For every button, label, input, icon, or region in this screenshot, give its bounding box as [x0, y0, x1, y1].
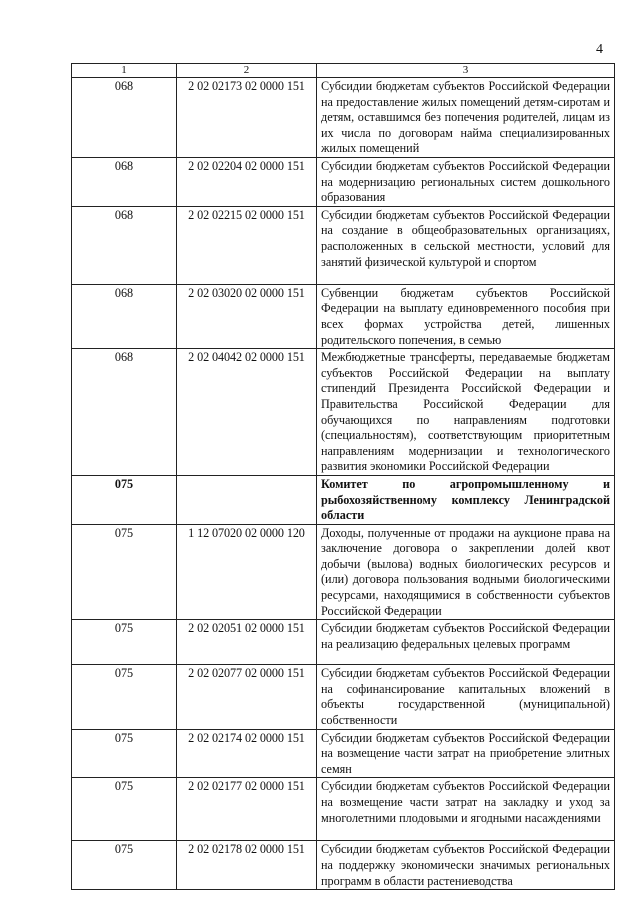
income-code-cell: 2 02 02177 02 0000 151 [177, 778, 317, 841]
admin-code-cell: 075 [72, 620, 177, 665]
income-code-cell: 2 02 02215 02 0000 151 [177, 206, 317, 284]
income-name-cell: Субсидии бюджетам субъектов Российской Федерации на софинансирование капитальных вложений в объекты государственной (муниципальной) собственности [317, 665, 615, 729]
income-code-cell: 2 02 03020 02 0000 151 [177, 284, 317, 348]
admin-code-cell: 068 [72, 349, 177, 476]
admin-code-cell: 075 [72, 841, 177, 890]
admin-code-cell: 068 [72, 158, 177, 207]
income-code-cell: 2 02 04042 02 0000 151 [177, 349, 317, 476]
column-number-1: 1 [72, 64, 177, 78]
table-row [72, 524, 615, 620]
income-name-cell: Субвенции бюджетам субъектов Российской Федерации на выплату единовременного пособия при всех формах устройства детей, лишенных родительского попечения, в семью [317, 284, 615, 348]
admin-code-cell: 068 [72, 284, 177, 348]
table-row [72, 620, 615, 665]
table-row [72, 284, 615, 348]
table-row [72, 475, 615, 524]
income-code-cell: 1 12 07020 02 0000 120 [177, 524, 317, 620]
admin-code-cell: 075 [72, 475, 177, 524]
income-code-cell: 2 02 02204 02 0000 151 [177, 158, 317, 207]
admin-code-cell: 075 [72, 665, 177, 729]
admin-code-cell: 075 [72, 729, 177, 778]
income-code-cell: 2 02 02051 02 0000 151 [177, 620, 317, 665]
income-name-cell: Субсидии бюджетам субъектов Российской Федерации на создание в общеобразовательных организациях, расположенных в сельской местности, условий для занятий физической культурой и спортом [317, 206, 615, 284]
admin-code-cell: 075 [72, 524, 177, 620]
income-name-cell: Субсидии бюджетам субъектов Российской Федерации на предоставление жилых помещений детям-сиротам и детям, оставшимся без попечения родителей, лицам из их числа по договорам найма специализированных жилых помещений [317, 78, 615, 158]
income-name-cell: Доходы, полученные от продажи на аукционе права на заключение договора о закреплении долей квот добычи (вылова) водных биологических ресурсов и (или) договора пользования водными биологическими ресурсами, находящимися в собственности субъектов Российской Федерации [317, 524, 615, 620]
table-row [72, 841, 615, 890]
income-name-cell: Субсидии бюджетам субъектов Российской Федерации на поддержку экономически значимых региональных программ в области растениеводства [317, 841, 615, 890]
table-row [72, 729, 615, 778]
column-number-2: 2 [177, 64, 317, 78]
table-row [72, 206, 615, 284]
table-row [72, 665, 615, 729]
table-row [72, 78, 615, 158]
table-header-row [72, 64, 615, 78]
table-row [72, 778, 615, 841]
income-code-cell: 2 02 02077 02 0000 151 [177, 665, 317, 729]
admin-code-cell: 068 [72, 78, 177, 158]
income-code-cell [177, 475, 317, 524]
income-code-cell: 2 02 02173 02 0000 151 [177, 78, 317, 158]
income-name-cell: Субсидии бюджетам субъектов Российской Федерации на реализацию федеральных целевых программ [317, 620, 615, 665]
admin-code-cell: 068 [72, 206, 177, 284]
income-codes-table [71, 63, 615, 890]
income-name-cell: Субсидии бюджетам субъектов Российской Федерации на возмещение части затрат на приобретение элитных семян [317, 729, 615, 778]
admin-code-cell: 075 [72, 778, 177, 841]
income-code-cell: 2 02 02174 02 0000 151 [177, 729, 317, 778]
income-name-cell: Межбюджетные трансферты, передаваемые бюджетам субъектов Российской Федерации на выплату стипендий Президента Российской Федерации и Правительства Российской Федерации для обучающихся по направлениям подготовки (специальностям), соответствующим приоритетным направлениям модернизации и технологического развития экономики Российской Федерации [317, 349, 615, 476]
income-name-cell: Комитет по агропромышленному и рыбохозяйственному комплексу Ленинградской области [317, 475, 615, 524]
column-number-3: 3 [317, 64, 615, 78]
income-name-cell: Субсидии бюджетам субъектов Российской Федерации на возмещение части затрат на закладку и уход за многолетними плодовыми и ягодными насаждениями [317, 778, 615, 841]
income-code-cell: 2 02 02178 02 0000 151 [177, 841, 317, 890]
income-name-cell: Субсидии бюджетам субъектов Российской Федерации на модернизацию региональных систем дошкольного образования [317, 158, 615, 207]
page-number: 4 [596, 42, 603, 57]
table-row [72, 349, 615, 476]
table-row [72, 158, 615, 207]
